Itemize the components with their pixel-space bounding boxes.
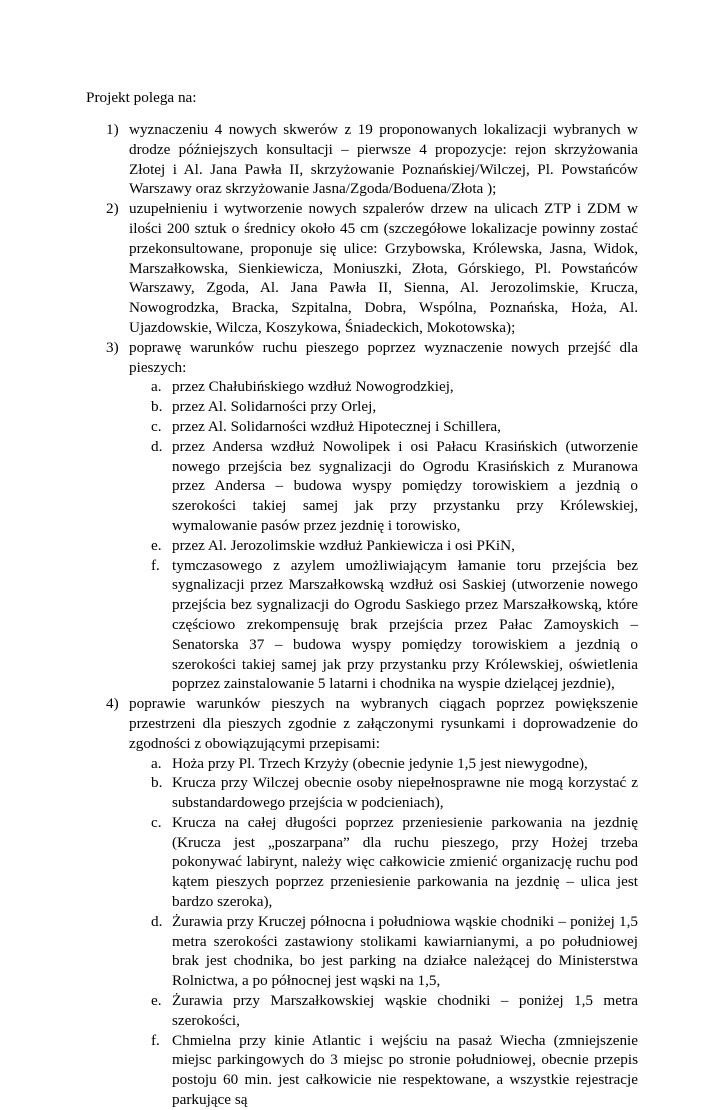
- sub-item-text: tymczasowego z azylem umożliwiającym łamanie toru przejścia bez sygnalizacji przez Marszałkowską wzdłuż osi Saskiej (utworzenie nowego przejścia bez sygnalizacji do Ogrodu Saskiego przez Marszałkowską, które częściowo zrekompensuję brak przejścia przez Pałac Zamoyskich – Senatorska 37 – budowa wyspy pomiędzy torowiskiem a jezdnią o szerokości takiej samej jak przy przystanku przy Królewskiej, oświetlenia poprzez zainstalowanie 5 latarni i chodnika na wyspie dzielącej jezdnie),: [172, 556, 638, 693]
- sub-item-letter: f.: [151, 556, 160, 574]
- sub-item-letter: c.: [151, 417, 162, 435]
- sub-item-letter: b.: [151, 398, 163, 416]
- item-text: poprawę warunków ruchu pieszego poprzez wyznaczenie nowych przejść dla pieszych:: [129, 338, 638, 376]
- sub-item-text: przez Chałubińskiego wzdłuż Nowogrodzkiej,: [172, 378, 454, 396]
- sub-item-text: przez Al. Jerozolimskie wzdłuż Pankiewicza i osi PKiN,: [172, 536, 515, 554]
- sub-item-letter: d.: [151, 912, 163, 930]
- list-item-2: [106, 199, 638, 338]
- sub-item-letter: e.: [151, 536, 162, 554]
- sub-item-text: Krucza przy Wilczej obecnie osoby niepełnosprawne nie mogą korzystać z substandardowego przejścia w podcieniach),: [172, 774, 638, 812]
- sub-item-letter: b.: [151, 774, 163, 792]
- sub-item-e: [151, 536, 638, 556]
- sub-item-e: [151, 991, 638, 1031]
- sub-item-f: [151, 556, 638, 695]
- item-text: poprawie warunków pieszych na wybranych ciągach poprzez powiększenie przestrzeni dla pieszych zgodnie z załączonymi rysunkami i doprowadzenie do zgodności z obowiązującymi przepisami:: [129, 695, 638, 752]
- sub-item-letter: d.: [151, 437, 163, 455]
- sub-item-letter: a.: [151, 754, 162, 772]
- sub-item-text: przez Andersa wzdłuż Nowolipek i osi Pałacu Krasińskich (utworzenie nowego przejścia bez sygnalizacji do Ogrodu Krasińskich z Muranowa przez Andersa – budowa wyspy pomiędzy torowiskiem a jezdnią o szerokości takiej samej jak przy przystanku przy Królewskiej, wymalowanie pasów przez jezdnię i torowisko,: [172, 437, 638, 534]
- sub-item-c: [151, 417, 638, 437]
- sub-item-d: [151, 437, 638, 536]
- sub-item-a: [151, 377, 638, 397]
- numbered-list: [106, 120, 638, 1110]
- sub-item-c: [151, 813, 638, 912]
- sub-list: [151, 377, 638, 694]
- sub-item-text: Żurawia przy Kruczej północna i południowa wąskie chodniki – poniżej 1,5 metra szerokości zastawiony stolikami kawiarnianymi, a po południowej brak jest chodnika, bo jest parking na działce należącej do Ministerstwa Rolnictwa, a po północnej jest wąski na 1,5,: [172, 912, 638, 990]
- sub-item-letter: a.: [151, 378, 162, 396]
- sub-item-letter: e.: [151, 992, 162, 1010]
- item-text: wyznaczeniu 4 nowych skwerów z 19 proponowanych lokalizacji wybranych w drodze późniejszych konsultacji – pierwsze 4 propozycje: rejon skrzyżowania Złotej i Al. Jana Pawła II, skrzyżowanie Poznańskiej/Wilczej, Pl. Powstańców Warszawy oraz skrzyżowanie Jasna/Zgoda/Boduena/Złota );: [129, 121, 638, 198]
- list-item-4: [106, 694, 638, 1110]
- item-number: 3): [106, 338, 119, 356]
- sub-item-a: [151, 754, 638, 774]
- sub-item-f: [151, 1031, 638, 1110]
- sub-item-text: Hoża przy Pl. Trzech Krzyży (obecnie jedynie 1,5 jest niewygodne),: [172, 754, 588, 772]
- sub-item-letter: c.: [151, 813, 162, 831]
- sub-item-text: Chmielna przy kinie Atlantic i wejściu na pasaż Wiecha (zmniejszenie miejsc parkingowych do 3 miejsc po stronie południowej, obecnie przepis postoju 60 min. jest całkowicie nie respektowane, a wszystkie rejestracje parkujące są: [172, 1031, 638, 1109]
- sub-item-text: Żurawia przy Marszałkowskiej wąskie chodniki – poniżej 1,5 metra szerokości,: [172, 992, 638, 1029]
- list-item-1: [106, 120, 638, 199]
- sub-item-b: [151, 773, 638, 813]
- sub-item-text: Krucza na całej długości poprzez przeniesienie parkowania na jezdnię (Krucza jest „poszarpana” dla ruchu pieszego, przy Hożej trzeba pokonywać labirynt, należy więc całkowicie zmienić organizację ruchu pod kątem pieszych poprzez przeniesienie parkowania na jezdnię – ulica jest bardzo szeroka),: [172, 813, 638, 911]
- item-number: 1): [106, 121, 119, 138]
- item-number: 4): [106, 695, 119, 713]
- intro-text: Projekt polega na:: [86, 89, 197, 106]
- sub-item-text: przez Al. Solidarności przy Orlej,: [172, 398, 377, 416]
- sub-list: [151, 754, 638, 1110]
- sub-item-d: [151, 912, 638, 991]
- item-number: 2): [106, 200, 119, 218]
- list-item-3: [106, 338, 638, 694]
- item-text: uzupełnieniu i wytworzenie nowych szpalerów drzew na ulicach ZTP i ZDM w ilości 200 sztuk o średnicy około 45 cm (szczegółowe lokalizacje powinny zostać przekonsultowane, proponuje się ulice: Grzybowska, Królewska, Jasna, Widok, Marszałkowska, Sienkiewicza, Moniuszki, Złota, Górskiego, Pl. Powstańców Warszawy, Zgoda, Al. Jana Pawła II, Sienna, Al. Jerozolimskie, Krucza, Nowogrodzka, Bracka, Szpitalna, Dobra, Wspólna, Poznańska, Hoża, Al. Ujazdowskie, Wilcza, Koszykowa, Śniadeckich, Mokotowska);: [129, 200, 638, 336]
- sub-item-text: przez Al. Solidarności wzdłuż Hipotecznej i Schillera,: [172, 417, 501, 435]
- sub-item-b: [151, 397, 638, 417]
- sub-item-letter: f.: [151, 1031, 160, 1049]
